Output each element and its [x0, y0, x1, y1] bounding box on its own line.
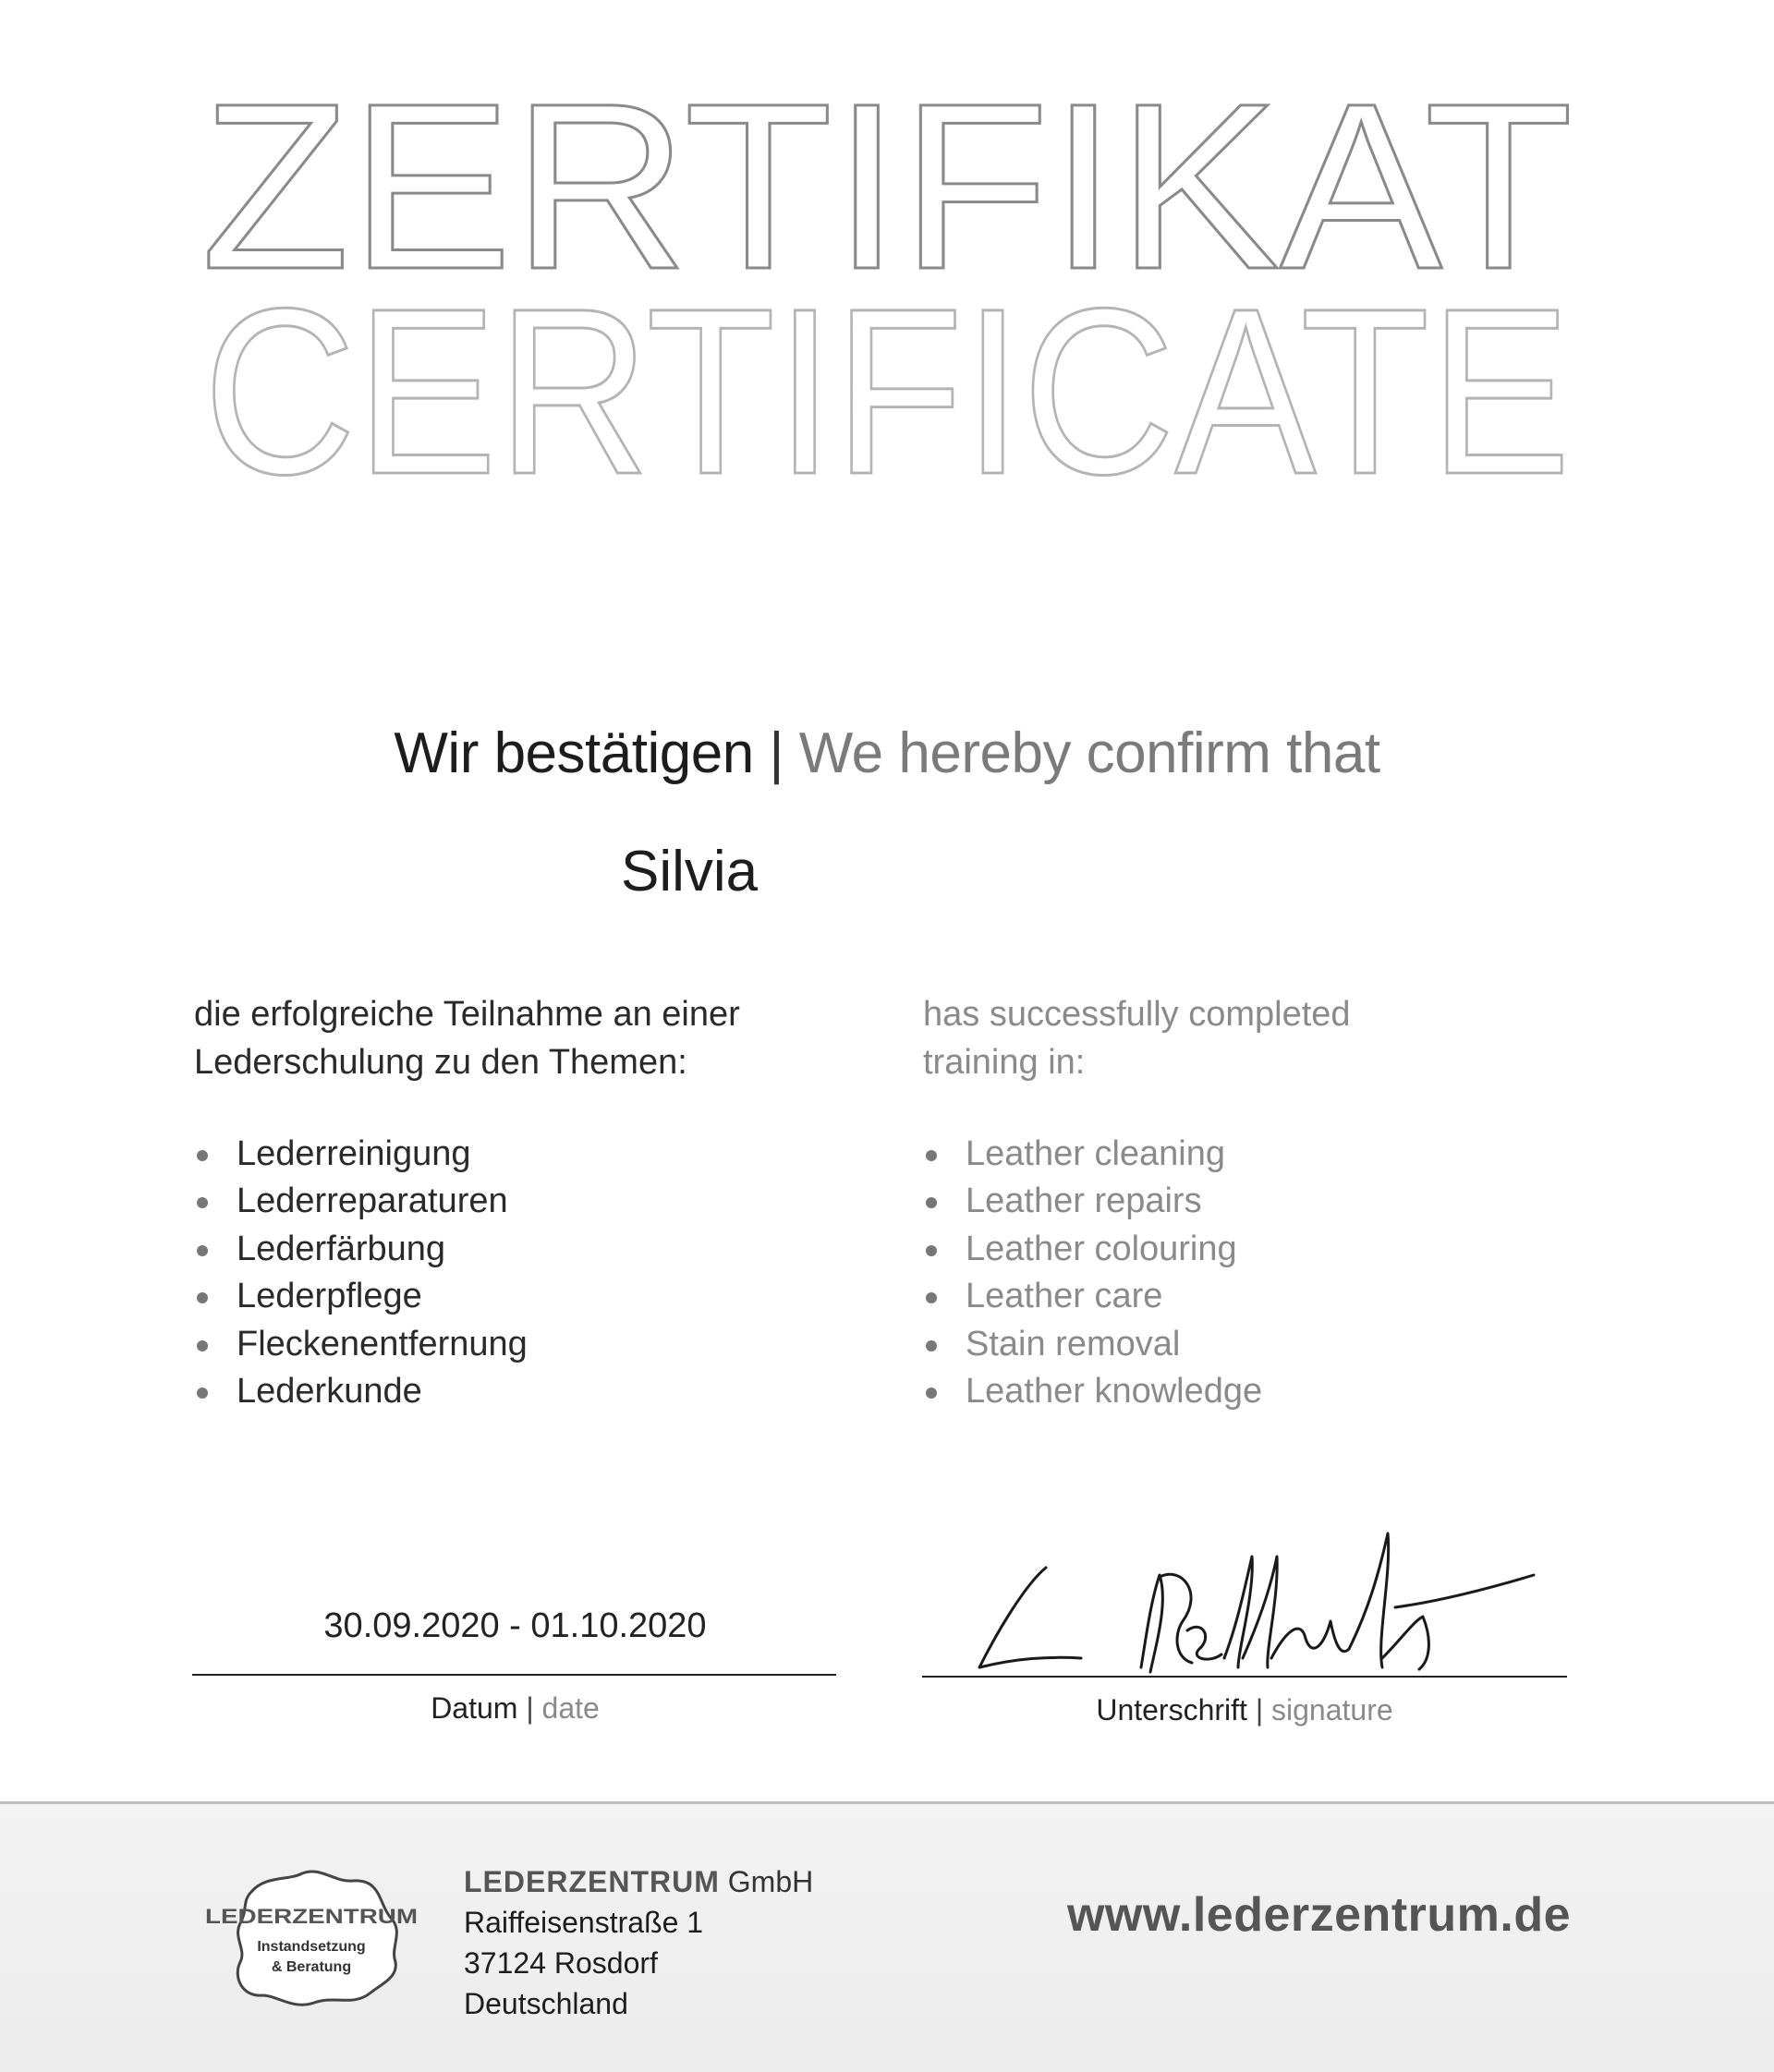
company-city: 37124 Rosdorf [464, 1946, 658, 1980]
confirmation-en: We hereby confirm that [798, 721, 1380, 785]
list-item: Lederkunde [194, 1368, 528, 1415]
company-brand: LEDERZENTRUM [464, 1865, 720, 1898]
signature-label-de: Unterschrift [1096, 1693, 1247, 1727]
list-item: Lederreparaturen [194, 1178, 528, 1225]
logo-line2: & Beratung [271, 1959, 352, 1975]
certificate-headline [0, 0, 1774, 517]
signature-separator: | [1255, 1693, 1264, 1727]
company-address [464, 1861, 813, 2024]
german-intro [194, 990, 841, 1086]
signature-label-en: signature [1271, 1693, 1393, 1727]
list-item: Lederreinigung [194, 1131, 528, 1178]
german-intro-line2: Lederschulung zu den Themen: [194, 1043, 687, 1082]
german-topic-list [194, 1131, 528, 1415]
list-item: Lederfärbung [194, 1226, 528, 1273]
date-label-en: date [541, 1691, 600, 1725]
handwritten-signature [961, 1520, 1571, 1686]
list-item: Leather knowledge [923, 1368, 1262, 1415]
german-column [194, 990, 841, 1411]
date-caption [194, 1689, 836, 1727]
signature-caption [922, 1690, 1567, 1729]
title-zertifikat: ZERTIFIKAT [200, 55, 1574, 319]
english-intro-line1: has successfully completed [923, 995, 1351, 1034]
confirmation-separator: | [769, 721, 784, 785]
list-item: Fleckenentfernung [194, 1321, 528, 1368]
date-separator: | [526, 1691, 534, 1725]
english-column [923, 990, 1570, 1411]
list-item: Leather care [923, 1273, 1262, 1320]
list-item: Stain removal [923, 1321, 1262, 1368]
german-intro-line1: die erfolgreiche Teilnahme an einer [194, 995, 740, 1034]
title-certificate: CERTIFICATE [203, 260, 1571, 517]
english-topic-list [923, 1131, 1262, 1415]
list-item: Leather colouring [923, 1226, 1262, 1273]
list-item: Leather repairs [923, 1178, 1262, 1225]
list-item: Lederpflege [194, 1273, 528, 1320]
english-intro [923, 990, 1570, 1086]
company-street: Raiffeisenstraße 1 [464, 1906, 704, 1939]
date-value: 30.09.2020 - 01.10.2020 [323, 1606, 707, 1645]
recipient-name: Silvia [621, 840, 759, 903]
date-label-de: Datum [431, 1691, 518, 1725]
english-intro-line2: training in: [923, 1043, 1086, 1082]
confirmation-de: Wir bestätigen [394, 721, 754, 785]
company-suffix: GmbH [727, 1865, 814, 1898]
logo-line1: Instandsetzung [257, 1939, 366, 1955]
website-link[interactable]: www.lederzentrum.de [1066, 1888, 1571, 1942]
lederzentrum-logo [196, 1866, 427, 2009]
list-item: Leather cleaning [923, 1131, 1262, 1178]
company-country: Deutschland [464, 1987, 628, 2020]
signature-line [922, 1676, 1567, 1678]
confirmation-line [0, 717, 1774, 791]
logo-brand: LEDERZENTRUM [205, 1905, 418, 1928]
date-line [192, 1674, 836, 1676]
company-name-line [464, 1861, 813, 1902]
